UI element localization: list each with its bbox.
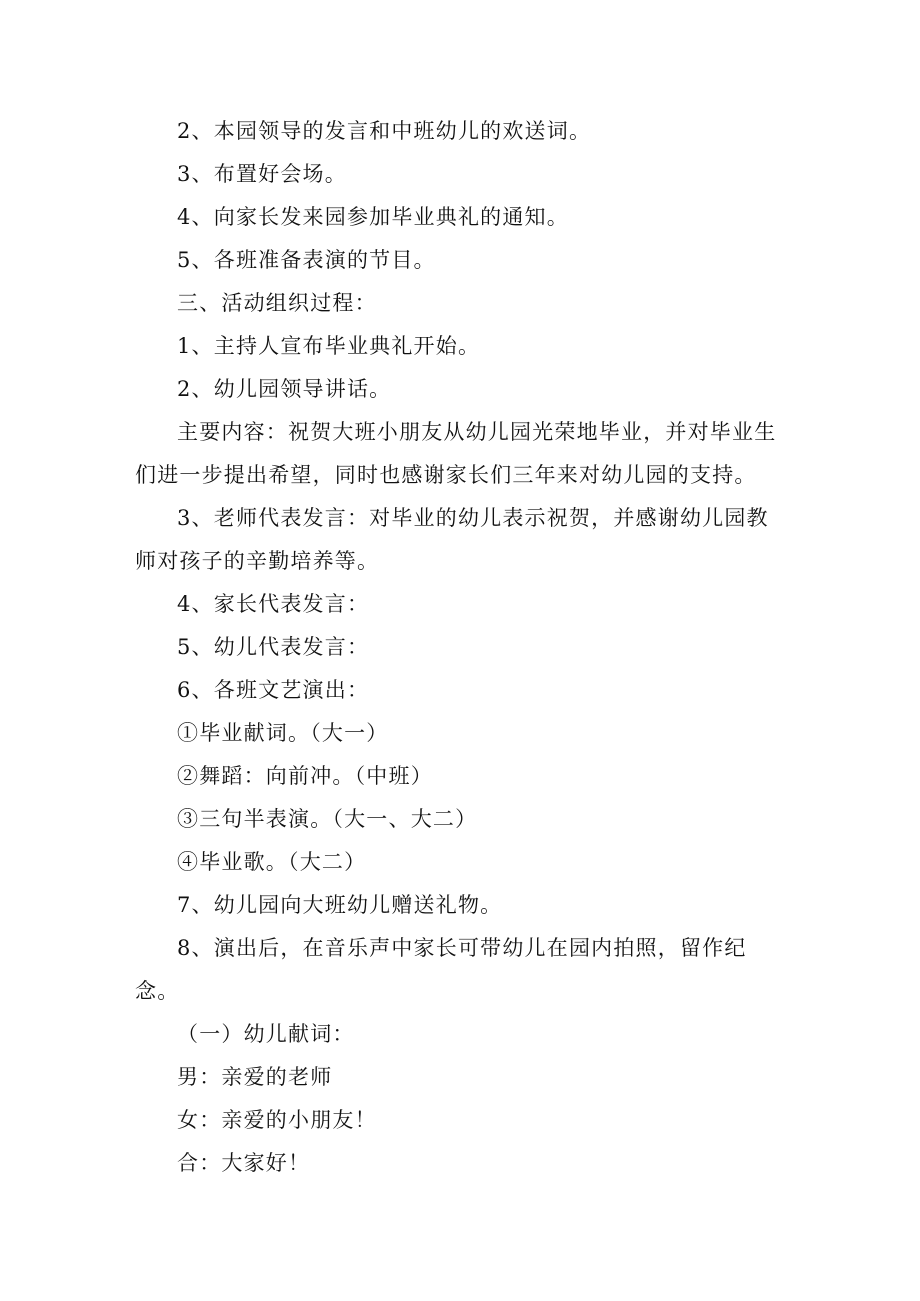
paragraph-prep-notice: 4、向家长发来园参加毕业典礼的通知。 [177, 205, 569, 229]
paragraph-prep-leader-speech: 2、本园领导的发言和中班幼儿的欢送词。 [177, 119, 592, 143]
dialogue-line-girl: 女：亲爱的小朋友！ [177, 1108, 377, 1132]
paragraph-step-3: 3、老师代表发言：对毕业的幼儿表示祝贺，并感谢幼儿园教师对孩子的辛勤培养等。 [135, 506, 769, 573]
dialogue-line-boy: 男：亲爱的老师 [177, 1065, 333, 1089]
paragraph-step-1: 1、主持人宣布毕业典礼开始。 [177, 334, 481, 358]
paragraph-step-7: 7、幼儿园向大班幼儿赠送礼物。 [177, 893, 503, 917]
paragraph-prep-programs: 5、各班准备表演的节目。 [177, 248, 436, 272]
list-item-performance-1: ①毕业献词。（大一） [177, 721, 389, 745]
list-item-performance-4: ④毕业歌。（大二） [177, 850, 367, 874]
list-item-performance-3: ③三句半表演。（大一、大二） [177, 807, 478, 831]
paragraph-step-6: 6、各班文艺演出： [177, 678, 370, 702]
paragraph-step-5: 5、幼儿代表发言： [177, 635, 370, 659]
paragraph-main-content: 主要内容：祝贺大班小朋友从幼儿园光荣地毕业，并对毕业生们进一步提出希望，同时也感谢家长们三年来对幼儿园的支持。 [135, 420, 777, 487]
paragraph-prep-venue: 3、布置好会场。 [177, 162, 347, 186]
section-heading-process: 三、活动组织过程： [177, 291, 377, 315]
list-item-performance-2: ②舞蹈：向前冲。（中班） [177, 764, 433, 788]
document-body [135, 110, 785, 1185]
paragraph-step-4: 4、家长代表发言： [177, 592, 370, 616]
paragraph-step-8: 8、演出后，在音乐声中家长可带幼儿在园内拍照，留作纪念。 [135, 936, 747, 1003]
subheading-children-speech: （一）幼儿献词： [177, 1022, 355, 1046]
dialogue-line-together: 合：大家好！ [177, 1151, 311, 1175]
paragraph-step-2: 2、幼儿园领导讲话。 [177, 377, 392, 401]
